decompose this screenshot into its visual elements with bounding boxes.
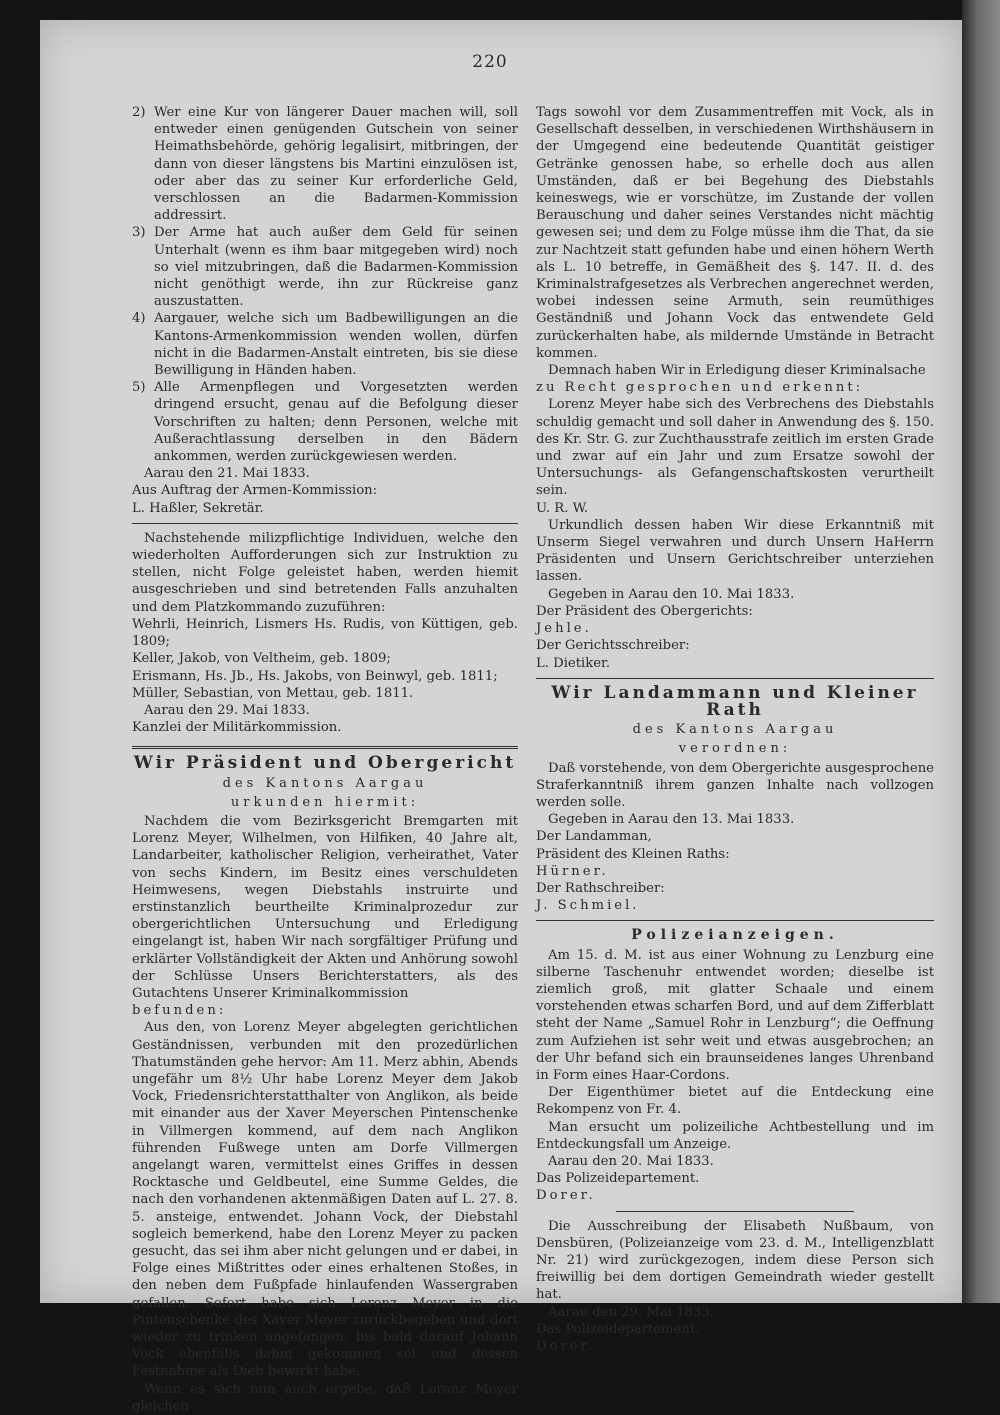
signature-name: Dorer.	[536, 1188, 596, 1204]
signature-line: Der Präsident des Obergerichts:	[536, 603, 753, 619]
court-heading: Wir Präsident und Obergericht	[133, 753, 517, 774]
signature-line: Der Landamman,	[536, 829, 652, 845]
signature-name: L. Dietiker.	[536, 655, 611, 671]
book-gutter	[962, 0, 1000, 1303]
police-paragraph: Man ersucht um polizeiliche Achtbestellung und im Entdeckungsfall um Anzeige.	[536, 1119, 934, 1152]
right-column	[536, 104, 934, 1355]
seal-paragraph: Urkundlich dessen haben Wir diese Erkanntniß mit Unserm Siegel verwahren und durch Unsern HaHerrn Präsidenten und Unsern Gerichtschreiber unterziehen lassen.	[536, 517, 934, 585]
divider	[536, 920, 934, 921]
court-subheading: urkunden hiermit:	[230, 794, 420, 810]
section-heading: befunden:	[132, 1003, 227, 1019]
signature-line: Das Polizeidepartement.	[536, 1171, 700, 1187]
council-paragraph: Daß vorstehende, von dem Obergerichte ausgesprochene Straferkanntniß ihrem ganzen Inhalte nach vollzogen werden solle.	[536, 760, 934, 810]
verdict-paragraph: Lorenz Meyer habe sich des Verbrechens des Diebstahls schuldig gemacht und soll daher in Anwendung des §. 150. des Kr. Str. G. zur Zuchthausstrafe zeitlich im ersten Grade und zwar auf ein Jahr und zum Ersatze sowohl der Untersuchungs- als Gefangenschaftskosten verurtheilt sein.	[536, 397, 934, 499]
section-heading: zu Recht gesprochen und erkennt:	[536, 380, 864, 396]
signature-name: Dorer.	[536, 1339, 596, 1355]
police-paragraph: Der Eigenthümer bietet auf die Entdeckung eine Rekompenz von Fr. 4.	[536, 1085, 934, 1118]
police-paragraph: Die Ausschreibung der Elisabeth Nußbaum, von Densbüren, (Polizeianzeige vom 23. d. M., Intelligenzblatt Nr. 21) wird zurückgezogen, indem diese Person sich freiwillig bei dem dortigen Gemeindrath wieder gestellt hat.	[536, 1218, 934, 1303]
page-number: 220	[472, 52, 508, 72]
list-item: Keller, Jakob, von Veltheim, geb. 1809;	[132, 651, 391, 667]
divider	[536, 678, 934, 679]
court-paragraph: Wenn es sich nun auch ergebe, daß Lorenz Meyer gleichen	[132, 1381, 518, 1414]
council-heading: Wir Landammann und Kleiner Rath	[551, 682, 919, 720]
list-item: 3) Der Arme hat auch außer dem Geld für seinen Unterhalt (wenn es ihm baar mitgegeben wird) noch so viel mitzubringen, daß die Badarmen-Kommission nicht genöthigt werde, ihn zur Rückreise ganz auszustatten.	[132, 225, 518, 310]
signature-name: J. Schmiel.	[536, 898, 640, 914]
signature-line: Kanzlei der Militärkommission.	[132, 720, 342, 736]
issue-date: Gegeben in Aarau den 13. Mai 1833.	[548, 812, 795, 828]
list-item: 2) Wer eine Kur von längerer Dauer machen will, soll entweder einen genügenden Gutschein von seiner Heimathsbehörde, gehörig legalisirt, mitbringen, der dann von dieser längstens bis Martini einzulösen ist, oder aber das zu seiner Kur erforderliche Geld, verschlossen an die Badarmen-Kommission addressirt.	[132, 105, 518, 224]
signature-line: Aus Auftrag der Armen-Kommission:	[132, 483, 378, 499]
list-item: Erismann, Hs. Jb., Hs. Jakobs, von Beinwyl, geb. 1811;	[132, 668, 498, 684]
issue-date: Aarau den 20. Mai 1833.	[548, 1153, 714, 1169]
signature-line: Der Gerichtsschreiber:	[536, 638, 690, 654]
council-subheading: des Kantons Aargau	[632, 722, 838, 738]
left-column	[132, 104, 518, 1415]
court-paragraph: Aus den, von Lorenz Meyer abgelegten gerichtlichen Geständnissen, verbunden mit den prozedürlichen Thatumständen gehe hervor: Am 11. Merz abhin, Abends ungefähr um 8½ Uhr habe Lorenz Meyer dem Jakob Vock, Friedensrichterstatthalter von Anglikon, als beide mit einander aus der Xaver Meyerschen Pintenschenke in Villmergen kommend, auf dem nach Anglikon führenden Fußwege unten am Dorfe Villmergen angelangt waren, vermittelst eines Griffes in dessen Rocktasche und Geldbeutel, eine Summe Geldes, die nach den vorhandenen aktenmäßigen Daten auf L. 27. 8. 5. ansteige, entwendet. Johann Vock, der Diebstahl sogleich bemerkend, habe den Lorenz Meyer zu packen gesucht, das sei ihm aber nicht gelungen und er dabei, in Folge eines Mißtrittes oder eines erhaltenen Stoßes, in den neben dem Fußpfade hinlaufenden Wassergraben gefallen. Sofort habe sich Lorenz Meyer in die Pintenschenke des Xaver Meyer zurückbegeben und dort wieder zu trinken angefangen, bis bald darauf Johann Vock ebenfalls dahin gekommen sei und dessen Festnahme als Dieb bewirkt habe.	[132, 1020, 518, 1380]
notice-date: Aarau den 21. Mai 1833.	[144, 466, 310, 482]
list-item: 5) Alle Armenpflegen und Vorgesetzten werden dringend ersucht, genau auf die Befolgung dieser Vorschriften zu halten; denn Personen, welche mit Außerachtlassung derselben in den Bädern ankommen, werden zurückgewiesen werden.	[132, 380, 518, 465]
issue-date: Aarau den 29. Mai 1833.	[548, 1304, 714, 1320]
verdict-closing: U. R. W.	[536, 500, 589, 516]
signature-line: Der Rathschreiber:	[536, 880, 665, 896]
issue-date: Gegeben in Aarau den 10. Mai 1833.	[548, 586, 795, 602]
signature-name: Hürner.	[536, 863, 609, 879]
divider	[132, 523, 518, 524]
signature-line: Präsident des Kleinen Raths:	[536, 846, 730, 862]
council-subheading: verordnen:	[678, 741, 792, 757]
list-item: Wehrli, Heinrich, Lismers Hs. Rudis, von Küttigen, geb. 1809;	[132, 616, 518, 650]
signature-name: Jehle.	[536, 621, 592, 637]
militia-intro: Nachstehende milizpflichtige Individuen, welche den wiederholten Aufforderungen sich zur Instruktion zu stellen, nicht Folge geleistet haben, werden hiemit ausgeschrieben und sind betretenden Falls anzuhalten und dem Platzkommando zuzuführen:	[132, 530, 518, 615]
police-paragraph: Am 15. d. M. ist aus einer Wohnung zu Lenzburg eine silberne Taschenuhr entwendet worden; dieselbe ist ziemlich groß, mit glatter Schaale und einem vorstehenden etwas scharfen Bord, und auf dem Zifferblatt steht der Name „Samuel Rohr in Lenzburg“; die Oeffnung zum Aufziehen ist sehr weit und etwas ausgebrochen; an der Uhr befand sich ein braunseidenes langes Uhrenband in Form eines Haar-Cordons.	[536, 947, 934, 1083]
decision-line: Demnach haben Wir in Erledigung dieser Kriminalsache	[548, 363, 926, 379]
court-paragraph: Nachdem die vom Bezirksgericht Bremgarten mit Lorenz Meyer, Wilhelmen, von Hilfiken, 40 Jahre alt, Landarbeiter, katholischer Religion, verheirathet, Vater von sechs Kindern, im Besitz eines verschuldeten Heimwesens, wegen Diebstahls instruirte und erstinstanzlich beurtheilte Kriminalprozedur zur obergerichtlichen Untersuchung und Erledigung eingelangt ist, haben Wir nach sorgfältiger Prüfung und erklärter Vollständigkeit der Akten und Anhörung sowohl der Schlüsse Unsers Berichterstatters, als des Gutachtens Unserer Kriminalkommission	[132, 813, 518, 1001]
list-item: Müller, Sebastian, von Mettau, geb. 1811.	[132, 685, 414, 701]
signature-name: L. Haßler, Sekretär.	[132, 500, 264, 516]
police-heading: Polizeianzeigen.	[631, 927, 839, 944]
court-subheading: des Kantons Aargau	[222, 775, 428, 791]
notice-date: Aarau den 29. Mai 1833.	[144, 702, 310, 718]
court-paragraph: Tags sowohl vor dem Zusammentreffen mit Vock, als in Gesellschaft desselben, in verschiedenen Wirthshäusern in der Umgegend eine bedeutende Quantität geistiger Getränke genossen habe, so erhelle doch aus allen Umständen, daß er bei Begehung des Diebstahls keineswegs, wie er vorschütze, im Zustande der vollen Berauschung und daher seines Verstandes nicht mächtig gewesen sei; und dem zu Folge müsse ihm die That, da sie zur Nachtzeit statt gefunden habe und einen höhern Werth als L. 10 betreffe, in Gemäßheit des §. 147. II. d. des Kriminalstrafgesetzes als Verbrechen angerechnet werden, wobei indessen seine Armuth, sein reumüthiges Geständniß und Johann Vock das entwendete Geld zurückerhalten habe, als mildernde Umstände in Betracht kommen.	[536, 105, 934, 361]
divider	[616, 1211, 855, 1212]
list-item: 4) Aargauer, welche sich um Badbewilligungen an die Kantons-Armenkommission wenden wollen, dürfen nicht in die Badarmen-Anstalt eintreten, bis sie diese Bewilligung in Händen haben.	[132, 311, 518, 379]
signature-line: Das Polizeidepartement.	[536, 1321, 700, 1337]
divider	[132, 746, 518, 749]
